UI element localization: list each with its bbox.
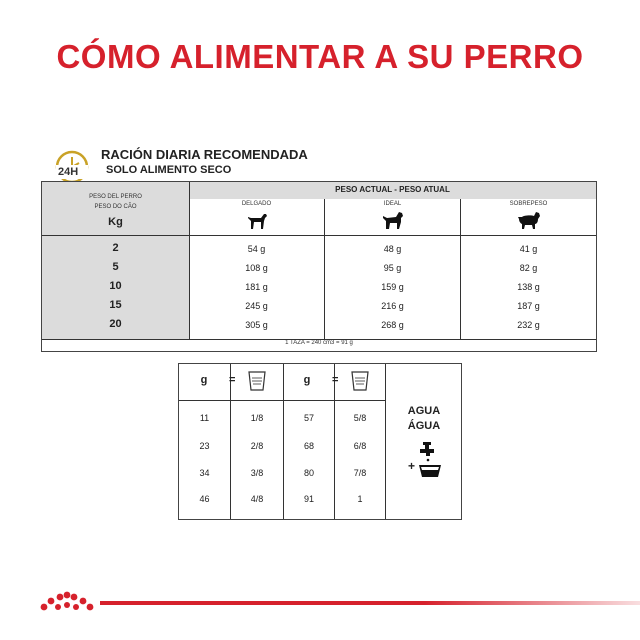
grams-header: g xyxy=(303,374,311,386)
side-header-pt: PESO DO CÃO xyxy=(94,204,137,210)
weight-cell: 10 xyxy=(109,280,122,292)
divider xyxy=(189,182,190,339)
clock-label: 24H xyxy=(58,166,79,178)
column-header-thin: DELGADO xyxy=(241,201,272,207)
ration-cell: 82 g xyxy=(519,263,538,273)
cup-fraction-cell: 4/8 xyxy=(250,494,264,504)
brand-footer-line xyxy=(100,601,640,605)
grams-cell: 57 xyxy=(303,413,314,423)
ration-cell: 95 g xyxy=(383,263,402,273)
thin-dog-icon xyxy=(245,209,269,231)
cup-footnote: 1 TAZA = 240 cm3 = 91 g xyxy=(285,340,353,346)
water-label-es: AGUA xyxy=(407,405,441,417)
ration-cell: 268 g xyxy=(381,320,404,330)
ration-cell: 108 g xyxy=(245,263,268,273)
ration-cell: 187 g xyxy=(517,301,540,311)
ration-cell: 48 g xyxy=(383,244,402,254)
weight-cell: 20 xyxy=(109,318,122,330)
cup-conversion-table xyxy=(178,363,462,520)
cup-fraction-cell: 7/8 xyxy=(353,468,367,478)
water-tap-bowl-icon xyxy=(417,440,443,480)
grams-cell: 11 xyxy=(199,413,210,423)
ideal-dog-icon xyxy=(381,209,405,231)
page-title: CÓMO ALIMENTAR A SU PERRO xyxy=(56,38,584,75)
grams-cell: 68 xyxy=(303,441,314,451)
weight-cell: 15 xyxy=(109,299,122,311)
overweight-dog-icon xyxy=(516,209,542,231)
column-header-overweight: SOBREPESO xyxy=(509,201,548,207)
top-header: PESO ACTUAL - PESO ATUAL xyxy=(335,185,450,194)
measuring-cup-icon xyxy=(247,370,267,392)
side-header-unit: Kg xyxy=(108,216,123,228)
column-header-ideal: IDEAL xyxy=(383,201,402,207)
grams-cell: 91 xyxy=(303,494,314,504)
cup-fraction-cell: 1 xyxy=(357,494,363,504)
ration-cell: 245 g xyxy=(245,301,268,311)
grams-cell: 34 xyxy=(199,468,210,478)
equals-sign: = xyxy=(332,374,339,386)
section-heading: RACIÓN DIARIA RECOMENDADA xyxy=(101,147,308,162)
cup-fraction-cell: 1/8 xyxy=(250,413,264,423)
ration-cell: 54 g xyxy=(247,244,266,254)
weight-cell: 2 xyxy=(112,242,119,254)
cup-fraction-cell: 5/8 xyxy=(353,413,367,423)
royal-canin-crown-logo xyxy=(38,590,96,614)
ration-table xyxy=(41,181,597,352)
cup-fraction-cell: 6/8 xyxy=(353,441,367,451)
cup-fraction-cell: 2/8 xyxy=(250,441,264,451)
cup-fraction-cell: 3/8 xyxy=(250,468,264,478)
divider xyxy=(42,235,596,236)
weight-cell: 5 xyxy=(112,261,119,273)
measuring-cup-icon xyxy=(350,370,370,392)
ration-cell: 138 g xyxy=(517,282,540,292)
section-subheading: SOLO ALIMENTO SECO xyxy=(106,164,232,176)
divider xyxy=(385,364,386,519)
water-label-pt: ÁGUA xyxy=(407,420,441,432)
grams-cell: 23 xyxy=(199,441,210,451)
grams-header: g xyxy=(200,374,208,386)
equals-sign: = xyxy=(229,374,236,386)
plus-sign: + xyxy=(408,459,416,473)
ration-cell: 181 g xyxy=(245,282,268,292)
ration-cell: 41 g xyxy=(519,244,538,254)
grams-cell: 80 xyxy=(303,468,314,478)
ration-cell: 216 g xyxy=(381,301,404,311)
ration-cell: 232 g xyxy=(517,320,540,330)
ration-cell: 305 g xyxy=(245,320,268,330)
divider xyxy=(179,400,385,401)
ration-cell: 159 g xyxy=(381,282,404,292)
side-header-es: PESO DEL PERRO xyxy=(89,194,142,200)
grams-cell: 46 xyxy=(199,494,210,504)
